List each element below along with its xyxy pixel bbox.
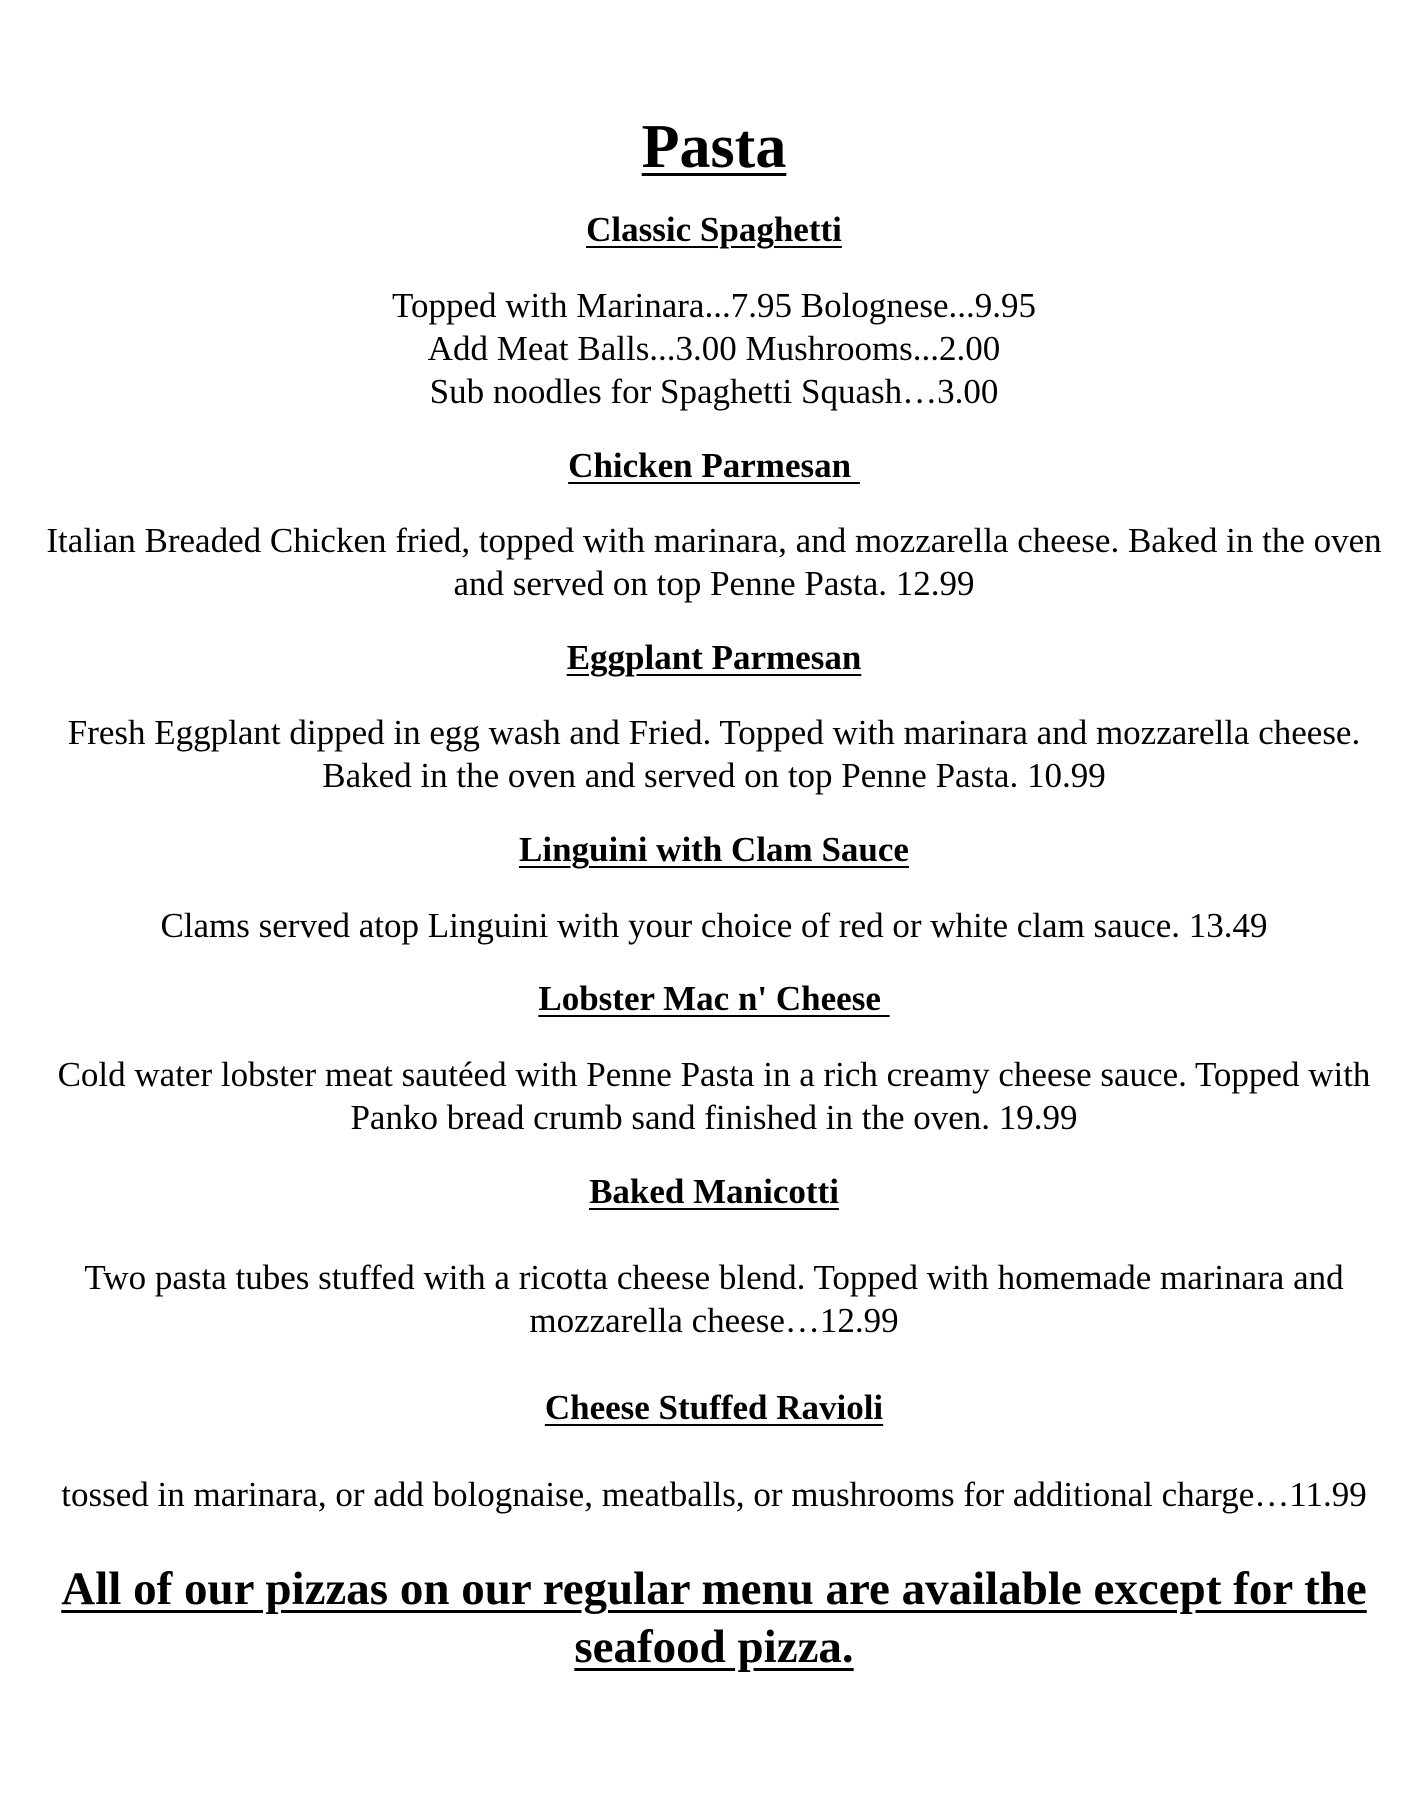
description-line: Topped with Marinara...7.95 Bolognese...9.95 bbox=[392, 286, 1036, 325]
description-line: Panko bread crumb sand finished in the oven. 19.99 bbox=[350, 1098, 1078, 1137]
description-line: tossed in marinara, or add bolognaise, meatballs, or mushrooms for additional charge…11.99 bbox=[61, 1475, 1367, 1514]
menu-item-description bbox=[0, 1256, 1428, 1342]
menu-item-description bbox=[0, 284, 1428, 413]
menu-item-name: Lobster Mac n' Cheese bbox=[538, 979, 890, 1018]
description-line: Two pasta tubes stuffed with a ricotta cheese blend. Topped with homemade marinara and bbox=[84, 1258, 1344, 1297]
menu-item-name: Classic Spaghetti bbox=[586, 210, 842, 249]
description-line: Cold water lobster meat sautéed with Penne Pasta in a rich creamy cheese sauce. Topped with bbox=[57, 1055, 1371, 1094]
menu-item-description bbox=[0, 1053, 1428, 1139]
menu-item-description bbox=[0, 711, 1428, 797]
description-line: Add Meat Balls...3.00 Mushrooms...2.00 bbox=[427, 329, 1001, 368]
page-title: Pasta bbox=[641, 113, 787, 181]
menu-item-name: Linguini with Clam Sauce bbox=[519, 830, 909, 869]
menu-item-name: Cheese Stuffed Ravioli bbox=[544, 1388, 884, 1427]
footer-note-line: All of our pizzas on our regular menu are available except for the bbox=[61, 1563, 1367, 1615]
menu-item-description bbox=[0, 904, 1428, 947]
description-line: Baked in the oven and served on top Penne Pasta. 10.99 bbox=[322, 756, 1106, 795]
menu-item-description bbox=[0, 1473, 1428, 1516]
menu-item-name: Baked Manicotti bbox=[589, 1172, 839, 1211]
menu-item-name: Eggplant Parmesan bbox=[566, 638, 862, 677]
description-line: Italian Breaded Chicken fried, topped with marinara, and mozzarella cheese. Baked in the oven bbox=[46, 521, 1382, 560]
description-line: Clams served atop Linguini with your choice of red or white clam sauce. 13.49 bbox=[160, 906, 1268, 945]
menu-item-description bbox=[0, 519, 1428, 605]
menu-item-name: Chicken Parmesan bbox=[568, 446, 860, 485]
description-line: Fresh Eggplant dipped in egg wash and Fried. Topped with marinara and mozzarella cheese. bbox=[67, 713, 1361, 752]
description-line: Sub noodles for Spaghetti Squash…3.00 bbox=[429, 372, 999, 411]
footer-note-line: seafood pizza. bbox=[574, 1621, 854, 1673]
description-line: and served on top Penne Pasta. 12.99 bbox=[453, 564, 975, 603]
description-line: mozzarella cheese…12.99 bbox=[529, 1301, 899, 1340]
footer-note bbox=[0, 1560, 1428, 1676]
